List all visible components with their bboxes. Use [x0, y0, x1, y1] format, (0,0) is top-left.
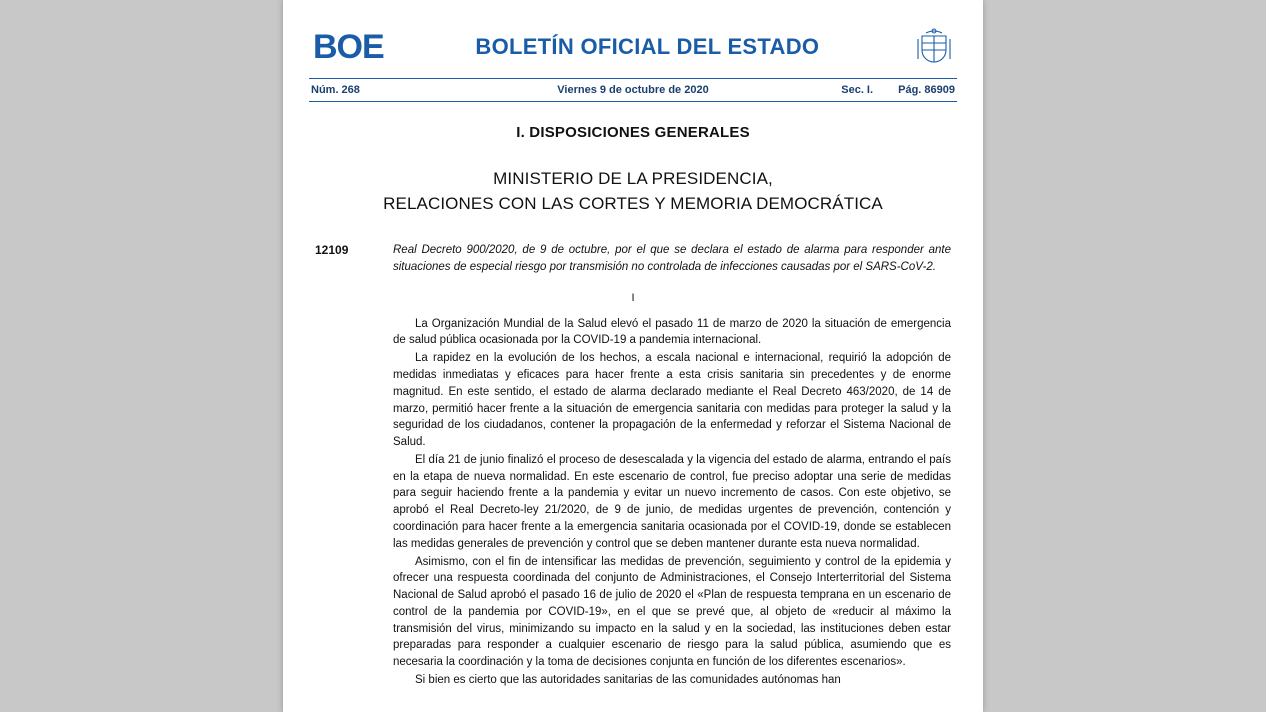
- issue-number: Núm. 268: [311, 84, 360, 96]
- section-and-page: [775, 84, 955, 96]
- body-paragraph: El día 21 de junio finalizó el proceso de desescalada y la vigencia del estado de alarma, entrando el país en la etapa de nueva normalidad. En este escenario de control, fue preciso adoptar una serie de medidas para seguir haciendo frente a la pandemia y evitar un nuevo incremento de casos. Con este objetivo, se aprobó el Real Decreto-ley 21/2020, de 9 de junio, de medidas urgentes de prevención, contención y coordinación para hacer frente a la emergencia sanitaria ocasionada por el COVID-19, donde se establecen las medidas generales de prevención y control que se deben mantener durante esta nueva normalidad.: [393, 453, 951, 550]
- page-label: Pág. 86909: [898, 84, 955, 96]
- body-paragraph: La rapidez en la evolución de los hechos, a escala nacional e internacional, requirió la adopción de medidas inmediatas y eficaces para hacer frente a esta crisis sanitaria sin precedentes y de enorme magnitud. En este sentido, el estado de alarma declarado mediante el Real Decreto 463/2020, de 14 de marzo, permitió hacer frente a la situación de emergencia sanitaria con medidas para proteger la salud y la seguridad de los ciudadanos, contener la propagación de la enfermedad y reforzar el Sistema Nacional de Salud.: [393, 352, 951, 449]
- bulletin-title: BOLETÍN OFICIAL DEL ESTADO: [475, 34, 820, 59]
- decree-heading: [315, 242, 951, 275]
- ministry-heading: [315, 167, 951, 216]
- decree-title: Real Decreto 900/2020, de 9 de octubre, por el que se declara el estado de alarma para responder ante situaciones de especial riesgo por transmisión no controlada de infecciones causadas por el SARS-CoV-2.: [393, 244, 951, 273]
- document-content: [309, 102, 957, 689]
- decree-number: 12109: [315, 243, 349, 258]
- body-paragraph: La Organización Mundial de la Salud elevó el pasado 11 de marzo de 2020 la situación de emergencia de salud pública ocasionada por la COVID-19 a pandemia internacional.: [393, 317, 951, 347]
- spain-coat-of-arms-icon: [911, 24, 957, 70]
- roman-numeral-heading: I: [631, 291, 635, 304]
- masthead: [309, 0, 957, 76]
- page-title: I. DISPOSICIONES GENERALES: [516, 124, 750, 141]
- document-page: [283, 0, 983, 712]
- body-paragraph: Si bien es cierto que las autoridades sanitarias de las comunidades autónomas han: [415, 674, 841, 687]
- page-header-band: [309, 79, 957, 101]
- boe-logo: BOE: [313, 28, 384, 66]
- issue-date: Viernes 9 de octubre de 2020: [557, 84, 709, 96]
- ministry-line-2: RELACIONES CON LAS CORTES Y MEMORIA DEMOCRÁTICA: [383, 193, 883, 213]
- section-label: Sec. I.: [841, 84, 874, 96]
- body-paragraph: Asimismo, con el fin de intensificar las medidas de prevención, seguimiento y control de la epidemia y ofrecer una respuesta coordinada del conjunto de Administraciones, el Consejo Interterritorial del Sistema Nacional de Salud aprobó el pasado 16 de julio de 2020 el «Plan de respuesta temprana en un escenario de control de la pandemia por COVID-19», en el que se prevé que, al objeto de «reducir al máximo la transmisión del virus, minimizando su impacto en la salud y en la sociedad, las instituciones deben estar preparadas para responder a cualquier escenario de riesgo para la salud pública, asumiendo que es necesaria la coordinación y la toma de decisiones conjunta en función de los diferentes escenarios».: [393, 555, 951, 669]
- ministry-line-1: MINISTERIO DE LA PRESIDENCIA,: [493, 169, 773, 188]
